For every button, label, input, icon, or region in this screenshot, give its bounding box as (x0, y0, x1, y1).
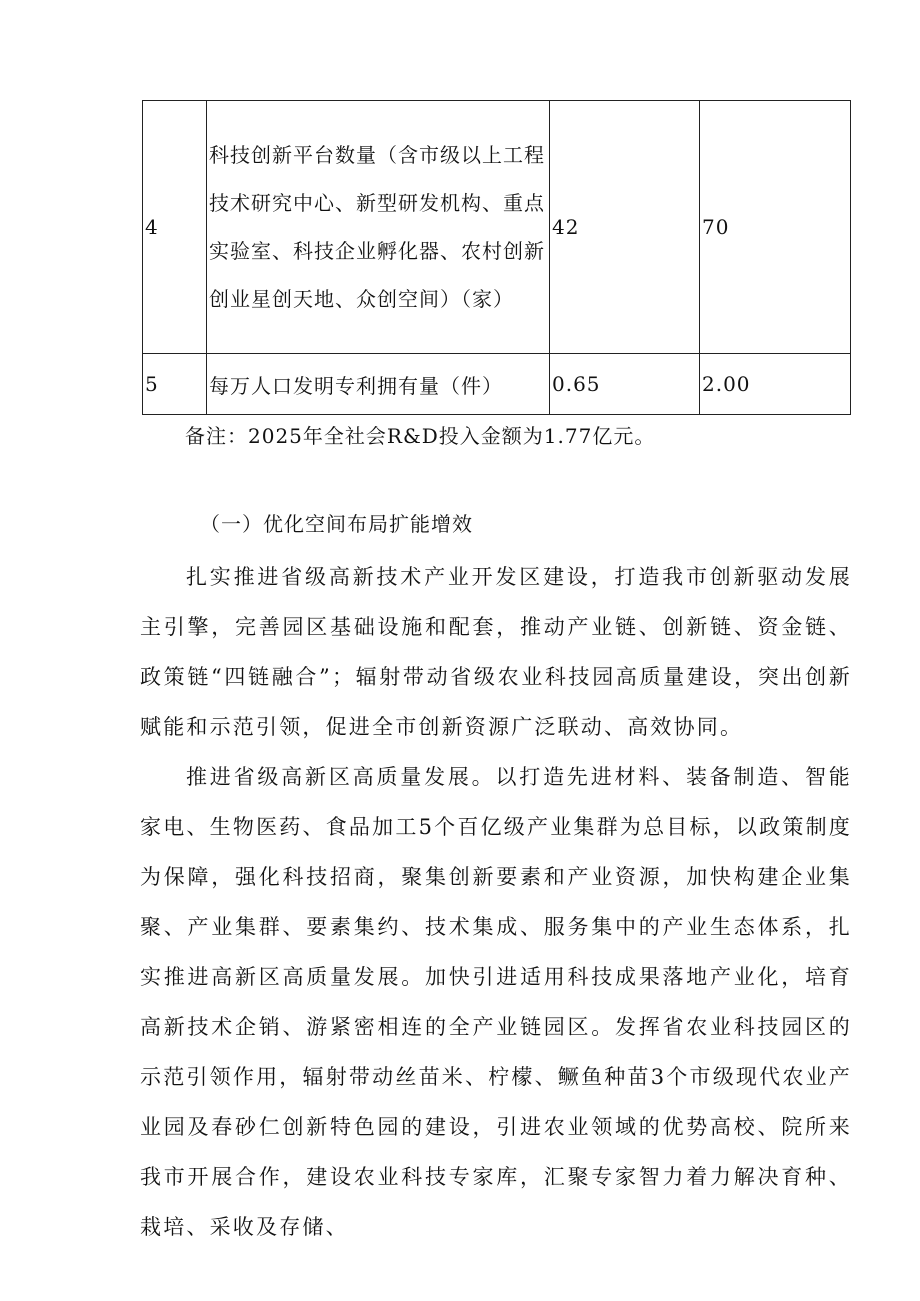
row-index: 4 (143, 101, 207, 354)
metrics-table (142, 100, 851, 415)
table-row (143, 101, 851, 354)
body-paragraph: 扎实推进省级高新技术产业开发区建设，打造我市创新驱动发展主引擎，完善园区基础设施和配套，推动产业链、创新链、资金链、政策链“四链融合”；辐射带动省级农业科技园高质量建设，突出创新赋能和示范引领，促进全市创新资源广泛联动、高效协同。 (140, 565, 852, 739)
row-index: 5 (143, 354, 207, 415)
baseline-value: 0.65 (550, 354, 700, 415)
baseline-value: 42 (550, 101, 700, 354)
body-paragraph: 推进省级高新区高质量发展。以打造先进材料、装备制造、智能家电、生物医药、食品加工5个百亿级产业集群为总目标，以政策制度为保障，强化科技招商，聚集创新要素和产业资源，加快构建企业集聚、产业集群、要素集约、技术集成、服务集中的产业生态体系，扎实推进高新区高质量发展。加快引进适用科技成果落地产业化，培育高新技术企销、游紧密相连的全产业链园区。发挥省农业科技园区的示范引领作用，辐射带动丝苗米、柠檬、鳜鱼种苗3个市级现代农业产业园及春砂仁创新特色园的建设，引进农业领域的优势高校、院所来我市开展合作，建设农业科技专家库，汇聚专家智力着力解决育种、栽培、采收及存储、 (140, 765, 852, 1239)
metric-name (207, 101, 550, 354)
table-note: 备注：2025年全社会R&D投入金额为1.77亿元。 (185, 424, 656, 448)
target-value: 70 (700, 101, 851, 354)
table-row (143, 354, 851, 415)
metric-name: 每万人口发明专利拥有量（件） (207, 354, 550, 415)
metric-name-text: 科技创新平台数量（含市级以上工程技术研究中心、新型研发机构、重点实验室、科技企业孵化器、农村创新创业星创天地、众创空间）（家） (209, 143, 545, 311)
section-heading: （一）优化空间布局扩能增效 (200, 512, 473, 536)
target-value: 2.00 (700, 354, 851, 415)
